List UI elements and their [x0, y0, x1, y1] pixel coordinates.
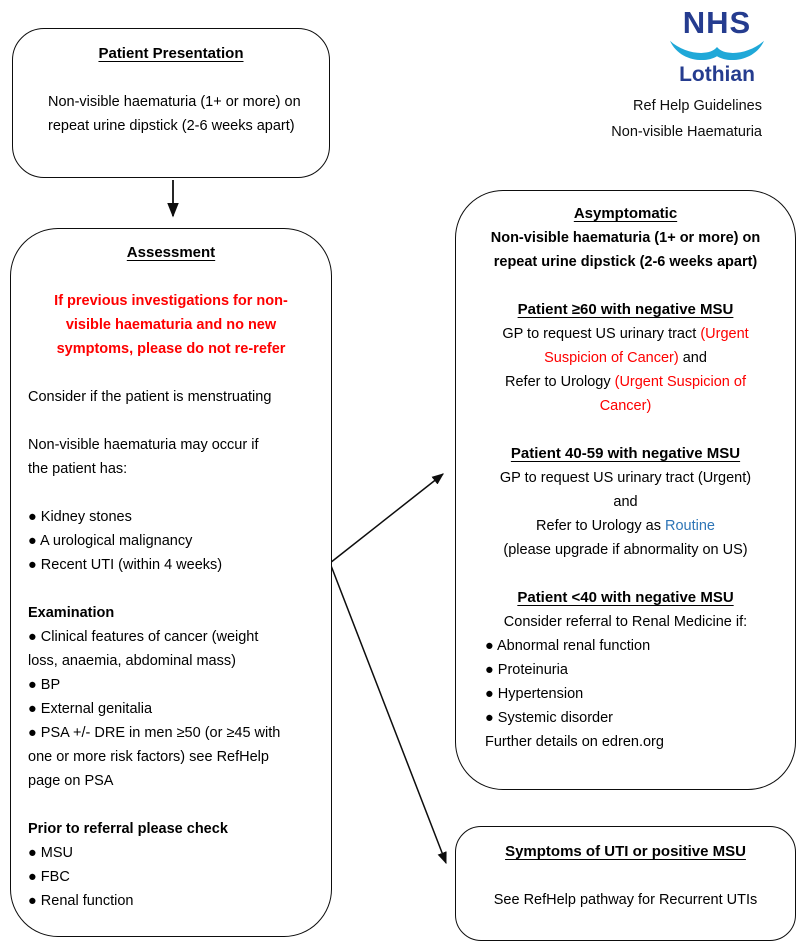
bullet-item: ● BP	[28, 677, 61, 693]
instruction-line	[465, 346, 786, 370]
highlighted-text: Routine	[664, 518, 715, 534]
bullet-item: ● Clinical features of cancer (weight	[28, 629, 259, 645]
uti-body: See RefHelp pathway for Recurrent UTIs	[493, 892, 758, 908]
highlighted-text: (Urgent Suspicion of	[614, 374, 746, 390]
spacer-line	[465, 864, 786, 888]
bullet-item: ● FBC	[28, 869, 70, 885]
bullet-continuation: loss, anaemia, abdominal mass)	[28, 653, 236, 669]
age-group-heading: Patient 40-59 with negative MSU	[510, 445, 741, 462]
bullet-item: ● MSU	[28, 845, 74, 861]
bullet-item: ● Systemic disorder	[485, 710, 614, 726]
instruction-line	[465, 394, 786, 418]
section-heading: Examination	[28, 605, 115, 621]
instruction-line: Consider referral to Renal Medicine if:	[503, 614, 748, 630]
spacer-line	[28, 793, 314, 817]
instruction-line	[465, 370, 786, 394]
asymptomatic-subtitle: Non-visible haematuria (1+ or more) on	[490, 230, 761, 246]
asymptomatic-box	[455, 190, 796, 790]
warning-line: If previous investigations for non-	[54, 293, 288, 309]
age-group-heading: Patient ≥60 with negative MSU	[517, 301, 734, 318]
instruction-line: (please upgrade if abnormality on US)	[503, 542, 748, 558]
instruction-line	[465, 514, 786, 538]
text-span: Refer to Urology as	[536, 518, 665, 534]
spacer-line	[465, 418, 786, 442]
document-header	[611, 93, 762, 145]
text-span: and	[678, 350, 707, 366]
assessment-title: Assessment	[126, 244, 216, 261]
spacer-line	[28, 577, 314, 601]
bullet-item: ● Hypertension	[485, 686, 584, 702]
text-span: Refer to Urology	[505, 374, 615, 390]
doc-header-line1: Ref Help Guidelines	[633, 98, 762, 114]
bullet-item: ● A urological malignancy	[28, 533, 193, 549]
warning-line: visible haematuria and no new	[65, 317, 277, 333]
age-group-heading: Patient <40 with negative MSU	[517, 589, 734, 606]
nhs-region-text: Lothian	[679, 63, 755, 86]
presentation-text: repeat urine dipstick (2-6 weeks apart)	[48, 118, 295, 134]
instruction-line	[465, 322, 786, 346]
assessment-text: Consider if the patient is menstruating	[28, 389, 272, 405]
section-heading: Prior to referral please check	[28, 821, 228, 837]
warning-line: symptoms, please do not re-refer	[56, 341, 286, 357]
spacer-line	[28, 481, 314, 505]
instruction-line: GP to request US urinary tract (Urgent)	[499, 470, 752, 486]
doc-header-line2: Non-visible Haematuria	[611, 124, 762, 140]
bullet-item: ● Kidney stones	[28, 509, 132, 525]
arrow-assessment-to-uti	[330, 563, 446, 863]
spacer-line	[28, 265, 314, 289]
arrow-assessment-to-asymptomatic	[330, 474, 443, 563]
spacer-line	[28, 66, 314, 90]
asymptomatic-title: Asymptomatic	[573, 205, 678, 222]
spacer-line	[28, 409, 314, 433]
bullet-item: ● External genitalia	[28, 701, 153, 717]
assessment-box	[10, 228, 332, 937]
bullet-item: ● Recent UTI (within 4 weeks)	[28, 557, 223, 573]
highlighted-text: Cancer)	[599, 398, 652, 414]
spacer-line	[465, 562, 786, 586]
patient-presentation-box	[12, 28, 330, 178]
spacer-line	[465, 274, 786, 298]
spacer-line	[28, 361, 314, 385]
bullet-item: ● PSA +/- DRE in men ≥50 (or ≥45 with	[28, 725, 281, 741]
footer-note: Further details on edren.org	[485, 734, 664, 750]
nhs-logo-text: NHS	[682, 5, 752, 40]
presentation-title: Patient Presentation	[98, 45, 244, 62]
uti-box	[455, 826, 796, 941]
highlighted-text: Suspicion of Cancer)	[544, 350, 679, 366]
nhs-lothian-logo	[666, 5, 768, 86]
uti-title: Symptoms of UTI or positive MSU	[505, 843, 746, 860]
highlighted-text: (Urgent	[700, 326, 749, 342]
instruction-line: and	[613, 494, 638, 510]
text-span: GP to request US urinary tract	[502, 326, 701, 342]
bullet-continuation: page on PSA	[28, 773, 114, 789]
asymptomatic-subtitle: repeat urine dipstick (2-6 weeks apart)	[493, 254, 758, 270]
nhs-swoosh-icon	[669, 40, 765, 64]
bullet-item: ● Renal function	[28, 893, 134, 909]
bullet-continuation: one or more risk factors) see RefHelp	[28, 749, 269, 765]
bullet-item: ● Abnormal renal function	[485, 638, 651, 654]
assessment-text: Non-visible haematuria may occur if	[28, 437, 259, 453]
bullet-item: ● Proteinuria	[485, 662, 568, 678]
presentation-text: Non-visible haematuria (1+ or more) on	[48, 94, 301, 110]
assessment-text: the patient has:	[28, 461, 128, 477]
